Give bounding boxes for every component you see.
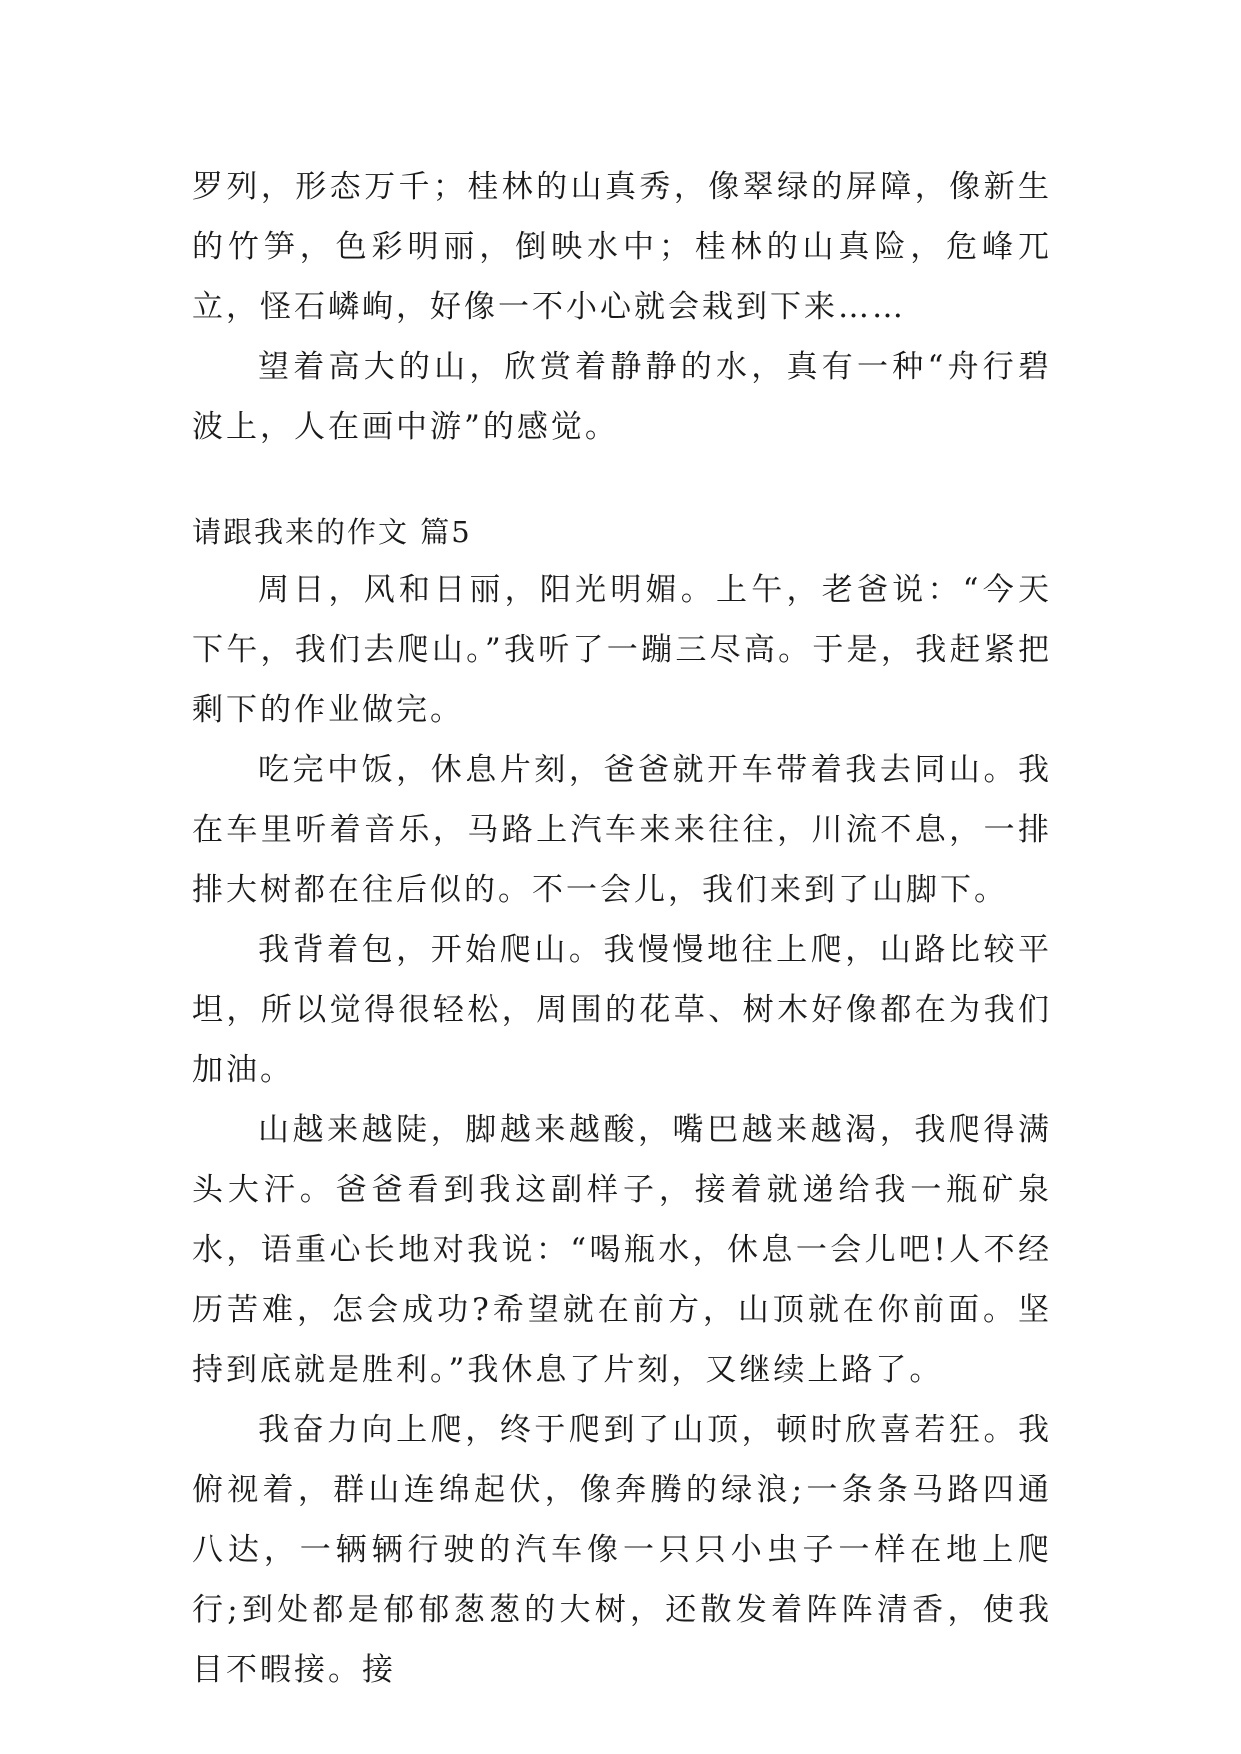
paragraph: 周日，风和日丽，阳光明媚。上午，老爸说：“今天下午，我们去爬山。”我听了一蹦三尽高。于是，我赶紧把剩下的作业做完。 <box>192 572 1052 728</box>
paragraph: 我背着包，开始爬山。我慢慢地往上爬，山路比较平坦，所以觉得很轻松，周围的花草、树木好像都在为我们加油。 <box>192 932 1052 1088</box>
paragraph: 吃完中饭，休息片刻，爸爸就开车带着我去同山。我在车里听着音乐，马路上汽车来来往往，川流不息，一排排大树都在往后似的。不一会儿，我们来到了山脚下。 <box>192 752 1052 908</box>
previous-essay-ending <box>192 157 1052 457</box>
paragraph: 罗列，形态万千；桂林的山真秀，像翠绿的屏障，像新生的竹笋，色彩明丽，倒映水中；桂林的山真险，危峰兀立，怪石嶙峋，好像一不小心就会栽到下来…… <box>192 169 1052 325</box>
essay-heading: 请跟我来的作文 篇5 <box>192 515 472 549</box>
paragraph: 我奋力向上爬，终于爬到了山顶，顿时欣喜若狂。我俯视着，群山连绵起伏，像奔腾的绿浪;一条条马路四通八达，一辆辆行驶的汽车像一只只小虫子一样在地上爬行;到处都是郁郁葱葱的大树，还散发着阵阵清香，使我目不暇接。接 <box>192 1412 1052 1688</box>
paragraph: 山越来越陡，脚越来越酸，嘴巴越来越渴，我爬得满头大汗。爸爸看到我这副样子，接着就递给我一瓶矿泉水，语重心长地对我说：“喝瓶水，休息一会儿吧!人不经历苦难，怎会成功?希望就在前方，山顶就在你前面。坚持到底就是胜利。”我休息了片刻，又继续上路了。 <box>192 1112 1052 1388</box>
essay-body <box>192 560 1052 1700</box>
paragraph: 望着高大的山，欣赏着静静的水，真有一种“舟行碧波上，人在画中游”的感觉。 <box>192 349 1052 445</box>
essay-heading-block <box>192 509 1052 555</box>
